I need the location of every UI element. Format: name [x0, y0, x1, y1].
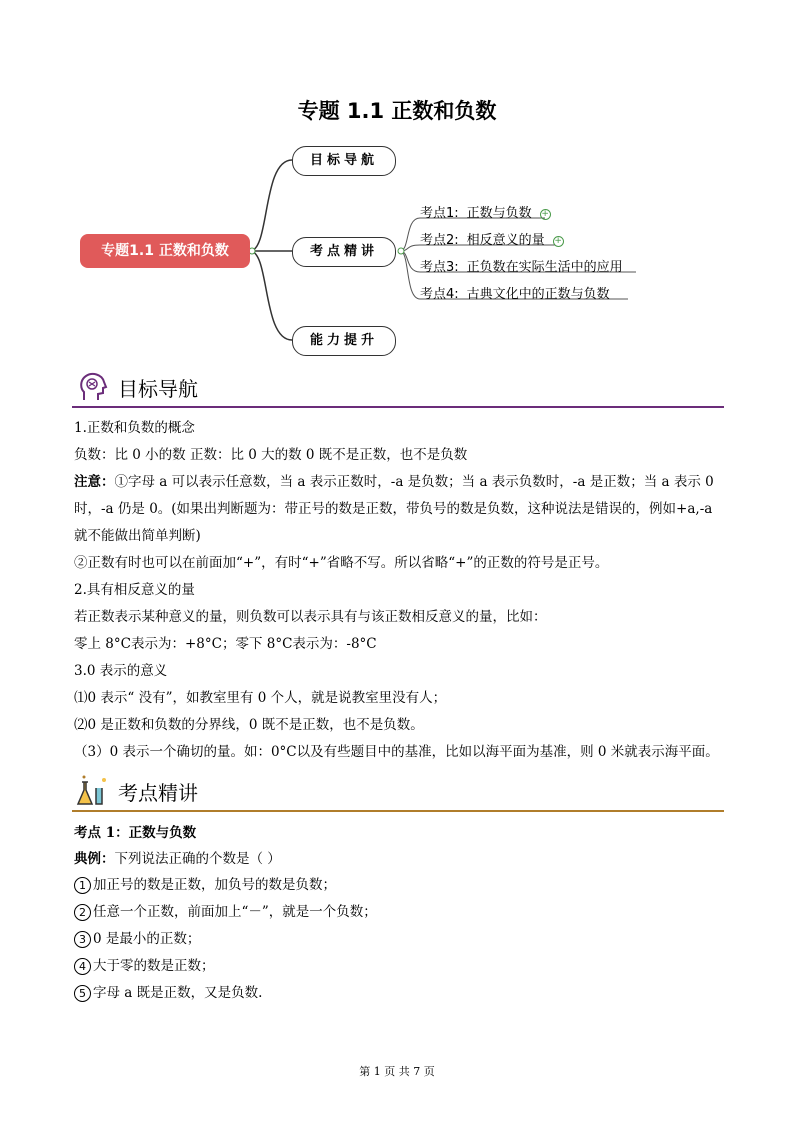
point-title: 考点 1：正数与负数 [74, 825, 197, 841]
example-line [74, 847, 281, 867]
option-number: 4 [74, 958, 91, 975]
mindmap-connectors [0, 0, 794, 370]
leaf-key: 考点1: [420, 206, 459, 221]
mindmap-leaf [420, 202, 551, 221]
text-line: 时，-a 仍是 0。(如果出判断题为：带正号的数是正数，带负号的数是负数，这种说法是错误的，例如+a,-a [74, 501, 713, 517]
leaf-value: 相反意义的量 [466, 233, 545, 248]
flask-icon [76, 774, 110, 808]
text-line: 就不能做出简单判断) [74, 528, 201, 544]
page-footer: 第 1 页 共 7 页 [359, 1065, 435, 1078]
option-number: 1 [74, 877, 91, 894]
mindmap-leaf [420, 256, 623, 275]
option-item [74, 981, 262, 1002]
mindmap-branch-ability: 能力提升 [292, 326, 396, 356]
option-text: 0 是最小的正数； [93, 931, 201, 947]
option-item [74, 900, 377, 921]
section-header-points [72, 770, 724, 812]
note-label: 注意： [74, 474, 115, 490]
text-line: 零上 8°C表示为：+8°C；零下 8°C表示为：-8°C [74, 636, 377, 652]
option-item [74, 927, 200, 948]
note-line [74, 470, 714, 490]
option-text: 任意一个正数，前面加上“－”，就是一个负数； [93, 904, 377, 920]
expand-icon[interactable]: + [554, 236, 562, 246]
mindmap-branch-goals: 目标导航 [292, 146, 396, 176]
text-line: （3）0 表示一个确切的量。如：0°C以及有些题目中的基准，比如以海平面为基准，则 0 米就表示海平面。 [74, 744, 719, 760]
option-number: 2 [74, 904, 91, 921]
expand-icon[interactable]: + [541, 209, 549, 219]
section-header-goals [72, 366, 724, 408]
leaf-key: 考点2: [420, 233, 459, 248]
mindmap-branch-points: 考点精讲 [292, 237, 396, 267]
brain-head-icon [76, 370, 110, 404]
option-number: 5 [74, 985, 91, 1002]
mindmap-root: 专题1.1 正数和负数 [80, 234, 250, 268]
option-item [74, 954, 215, 975]
text-line: 2.具有相反意义的量 [74, 582, 195, 598]
mindmap-leaf [420, 283, 610, 302]
text-line: 若正数表示某种意义的量，则负数可以表示具有与该正数相反意义的量，比如： [74, 609, 547, 625]
option-number: 3 [74, 931, 91, 948]
example-label: 典例： [74, 851, 115, 867]
example-text: 下列说法正确的个数是（ ） [114, 851, 281, 867]
leaf-value: 正负数在实际生活中的应用 [466, 260, 623, 275]
page-title: 专题 1.1 正数和负数 [297, 99, 497, 123]
text-line: 负数：比 0 小的数 正数：比 0 大的数 0 既不是正数，也不是负数 [74, 447, 468, 463]
option-item [74, 873, 336, 894]
leaf-value: 古典文化中的正数与负数 [466, 287, 610, 302]
section-heading: 目标导航 [118, 377, 198, 401]
text-line: ②正数有时也可以在前面加“+”，有时“+”省略不写。所以省略“+”的正数的符号是正号。 [74, 555, 609, 571]
text-line: ⑴0 表示“ 没有”，如教室里有 0 个人，就是说教室里没有人； [74, 690, 447, 706]
option-text: 大于零的数是正数； [93, 958, 215, 974]
text-line: 1.正数和负数的概念 [74, 420, 195, 436]
leaf-key: 考点3: [420, 260, 459, 275]
text-line: 3.0 表示的意义 [74, 663, 168, 679]
mindmap-leaf [420, 229, 564, 248]
option-text: 字母 a 既是正数，又是负数. [93, 985, 263, 1001]
leaf-key: 考点4: [420, 287, 459, 302]
text-line: ⑵0 是正数和负数的分界线，0 既不是正数，也不是负数。 [74, 717, 424, 733]
leaf-value: 正数与负数 [466, 206, 532, 221]
section-heading: 考点精讲 [118, 781, 198, 805]
option-text: 加正号的数是正数，加负号的数是负数； [93, 877, 336, 893]
note-text: ①字母 a 可以表示任意数，当 a 表示正数时，-a 是负数；当 a 表示负数时，-a 是正数；当 a 表示 0 [114, 474, 714, 490]
